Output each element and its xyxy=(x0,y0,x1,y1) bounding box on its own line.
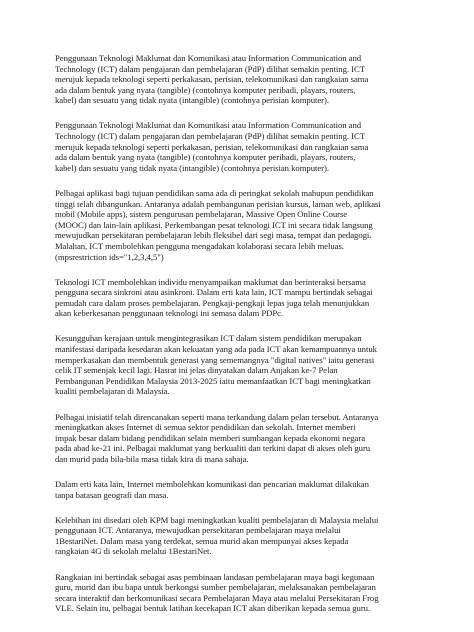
text-line: kabel) dan sesuatu yang tidak nyata (intangible) (contohnya perisian komputer). xyxy=(55,95,329,106)
text-line: meningkatkan akses Internet di semua sektor pendidikan dan sekolah. Internet memberi xyxy=(55,422,356,433)
text-line: Malahan, ICT membolehkan pengguna mengadakan kolaborasi secara lebih meluas. xyxy=(55,240,344,251)
text-line: mobil (Mobile apps), sistem pengurusan pembelajaran, Massive Open Online Course xyxy=(55,209,348,220)
paragraph-2 xyxy=(55,120,421,173)
text-line: impak besar dalam bidang pendidikan selain memberi sumbangan kepada ekonomi negara xyxy=(55,432,365,443)
text-line: (mpsrestriction ids="1,2,3,4,5") xyxy=(55,251,164,262)
text-line: kabel) dan sesuatu yang tidak nyata (intangible) (contohnya perisian komputer). xyxy=(55,162,329,173)
paragraph-7 xyxy=(55,479,421,500)
text-line: tinggi telah dibangunkan. Antaranya adalah pembangunan perisian kursus, laman web, aplikasi xyxy=(55,198,381,209)
text-line: Kesungguhan kerajaan untuk mengintegrasikan ICT dalam sistem pendidikan merupakan xyxy=(55,333,362,344)
text-line: guru, murid dan ibu bapa untuk berkongsi sumber pembelajaran, melaksanakan pembelajaran xyxy=(55,582,376,593)
text-line: VLE. Selain itu, pelbagai bentuk latihan kecekapan ICT akan diberikan kepada semua guru. xyxy=(55,603,371,614)
document-body xyxy=(55,53,421,628)
text-line: Kelebihan ini disedari oleh KPM bagi meningkatkan kualiti pembelajaran di Malaysia melalui xyxy=(55,514,379,525)
text-line: secara interaktif dan berkomunikasi secara Pembelajaran Maya atau melalui Persekitaran Frog xyxy=(55,592,379,603)
paragraph-5 xyxy=(55,333,421,397)
text-line: rangkaian 4G di sekolah melalui 1BestariNet. xyxy=(55,546,212,557)
text-line: celik IT semenjak kecil lagi. Hasrat ini jelas dinyatakan dalam Anjakan ke-7 Pelan xyxy=(55,365,338,376)
text-line: Penggunaan Teknologi Maklumat dan Komunikasi atau Information Communication and xyxy=(55,120,362,131)
text-line: Penggunaan Teknologi Maklumat dan Komunikasi atau Information Communication and xyxy=(55,53,362,63)
text-line: pemudah cara dalam proses pembelajaran. Pengkaji-pengkaji lepas juga telah menunjukkan xyxy=(55,297,370,308)
text-line: ada dalam bentuk yang nyata (tangible) (contohnya komputer peribadi, playars, routers, xyxy=(55,152,356,163)
text-line: mewujudkan persekitaran pembelajaran lebih fleksibel dari segi masa, tempat dan pedagogi. xyxy=(55,230,372,241)
text-line: Technology (ICT) dalam pengajaran dan pembelajaran (PdP) dilihat semakin penting. ICT xyxy=(55,63,365,74)
text-line: Pembangunan Pendidikan Malaysia 2013-2025 iaitu memanfaatkan ICT bagi meningkatkan xyxy=(55,375,371,386)
text-line: dan murid pada bila-bila masa tidak kira di mana sahaja. xyxy=(55,453,249,464)
paragraph-1 xyxy=(55,53,421,106)
text-line: memperkasakan dan membentuk generasi yang sememangnya "digital natives" iaitu generasi xyxy=(55,354,375,365)
text-line: manifestasi daripada kesedaran akan kekuatan yang ada pada ICT akan kemampuannya untuk xyxy=(55,344,377,355)
text-line: Dalam erti kata lain, Internet membolehkan komunikasi dan pencarian maklumat dilakukan xyxy=(55,479,369,489)
text-line: ada dalam bentuk yang nyata (tangible) (contohnya komputer peribadi, playars, routers, xyxy=(55,84,356,95)
text-line: pada abad ke-21 ini. Pelbagai maklumat yang berkualiti dan terkini dapat di akses oleh guru xyxy=(55,443,371,454)
text-line: tanpa batasan geografi dan masa. xyxy=(55,489,169,500)
text-line: Rangkaian ini bertindak sebagai asas pembinaan landasan pembelajaran maya bagi kegunaan xyxy=(55,571,375,582)
text-line: akan keberkesanan penggunaan teknologi ini semasa dalam PDPc. xyxy=(55,308,284,319)
paragraph-9 xyxy=(55,572,421,614)
text-line: Pelbagai inisiatif telah direncanakan seperti mana terkandung dalam pelan tersebut. Antaranya xyxy=(55,411,379,422)
text-line: 1BestariNet. Dalam masa yang terdekat, semua murid akan mempunyai akses kepada xyxy=(55,535,349,546)
text-line: Teknologi ICT membolehkan individu menyampaikan maklumat dan berinteraksi bersama xyxy=(55,276,366,287)
text-line: kualiti pembelajaran di Malaysia. xyxy=(55,386,170,397)
text-line: Technology (ICT) dalam pengajaran dan pembelajaran (PdP) dilihat semakin penting. ICT xyxy=(55,131,365,142)
text-line: penggunaan ICT. Antaranya, mewujudkan persekitaran pembelajaran maya melalui xyxy=(55,525,341,536)
paragraph-8 xyxy=(55,515,421,557)
text-line: (MOOC) dan lain-lain aplikasi. Perkembangan pesat teknologi ICT ini secara tidak langsung xyxy=(55,219,373,230)
text-line: Pelbagai aplikasi bagi tujuan pendidikan sama ada di peringkat sekolah mahupun pendidikan xyxy=(55,187,374,198)
text-line: pengguna secara sinkroni atau asinkroni. Dalam erti kata lain, ICT mampu bertindak sebagai xyxy=(55,287,373,298)
text-line: merujuk kepada teknologi seperti perkakasan, perisian, telekomunikasi dan rangkaian sama xyxy=(55,141,369,152)
text-line: merujuk kepada teknologi seperti perkakasan, perisian, telekomunikasi dan rangkaian sama xyxy=(55,74,369,85)
paragraph-3 xyxy=(55,188,421,262)
paragraph-6 xyxy=(55,412,421,465)
paragraph-4 xyxy=(55,277,421,319)
